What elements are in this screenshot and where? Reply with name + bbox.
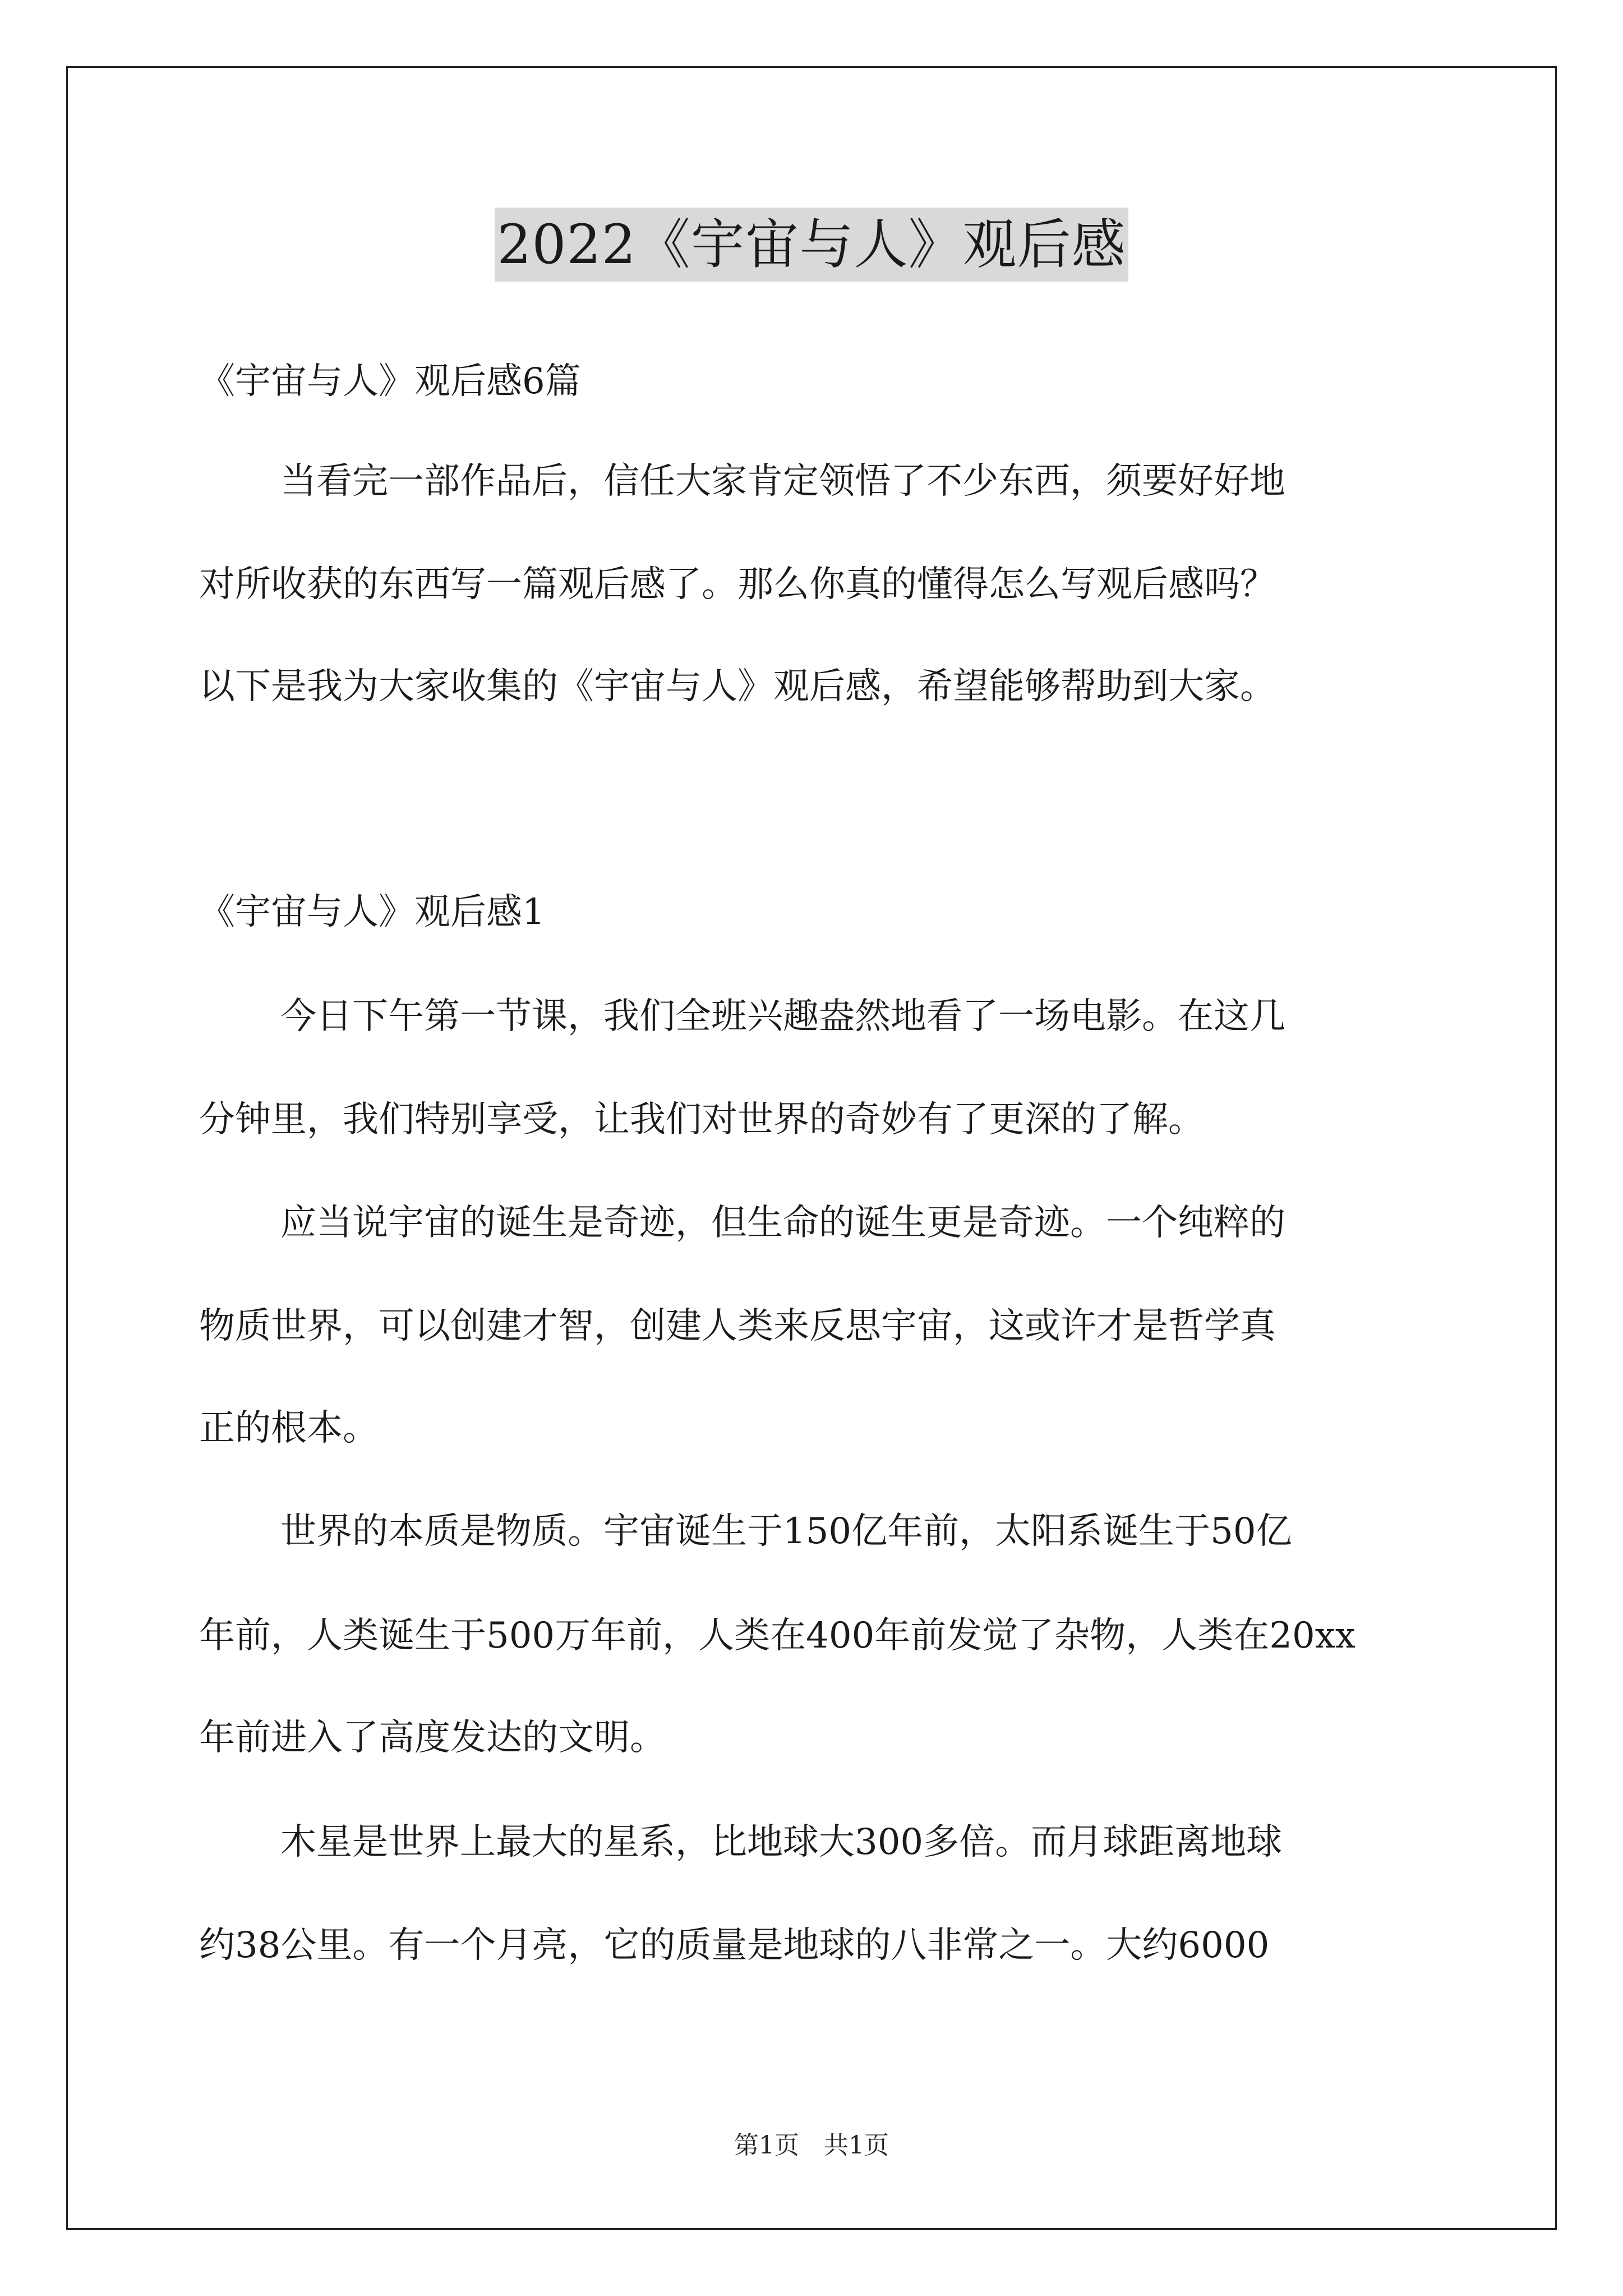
paragraph-line: 应当说宇宙的诞生是奇迹，但生命的诞生更是奇迹。一个纯粹的 — [280, 1202, 1285, 1244]
paragraph-line: 年前进入了高度发达的文明。 — [199, 1717, 666, 1759]
paragraph-line: 分钟里，我们特别享受，让我们对世界的奇妙有了更深的了解。 — [199, 1099, 1204, 1140]
paragraph-line: 世界的本质是物质。宇宙诞生于150亿年前，太阳系诞生于50亿 — [280, 1511, 1292, 1552]
intro-line: 当看完一部作品后，信任大家肯定领悟了不少东西，须要好好地 — [280, 461, 1285, 502]
paragraph-line: 木星是世界上最大的星系，比地球大300多倍。而月球距离地球 — [280, 1821, 1283, 1863]
paragraph-line: 年前，人类诞生于500万年前，人类在400年前发觉了杂物，人类在20xx — [199, 1615, 1355, 1657]
paragraph-line: 今日下午第一节课，我们全班兴趣盎然地看了一场电影。在这几 — [280, 996, 1285, 1037]
page-footer — [0, 2129, 1623, 2162]
paragraph-line: 正的根本。 — [199, 1407, 379, 1449]
paragraph-line: 约38公里。有一个月亮，它的质量是地球的八非常之一。大约6000 — [199, 1925, 1270, 1966]
page-total: 共1页 — [824, 2131, 889, 2160]
document-subtitle: 《宇宙与人》观后感6篇 — [199, 361, 581, 402]
page-number: 第1页 — [734, 2131, 799, 2160]
paragraph-line: 物质世界，可以创建才智，创建人类来反思宇宙，这或许才是哲学真 — [199, 1305, 1276, 1347]
intro-line: 以下是我为大家收集的《宇宙与人》观后感，希望能够帮助到大家。 — [199, 666, 1276, 707]
intro-line: 对所收获的东西写一篇观后感了。那么你真的懂得怎么写观后感吗？ — [199, 564, 1276, 605]
document-title: 2022《宇宙与人》观后感 — [0, 208, 1623, 282]
section-heading: 《宇宙与人》观后感1 — [199, 891, 545, 933]
